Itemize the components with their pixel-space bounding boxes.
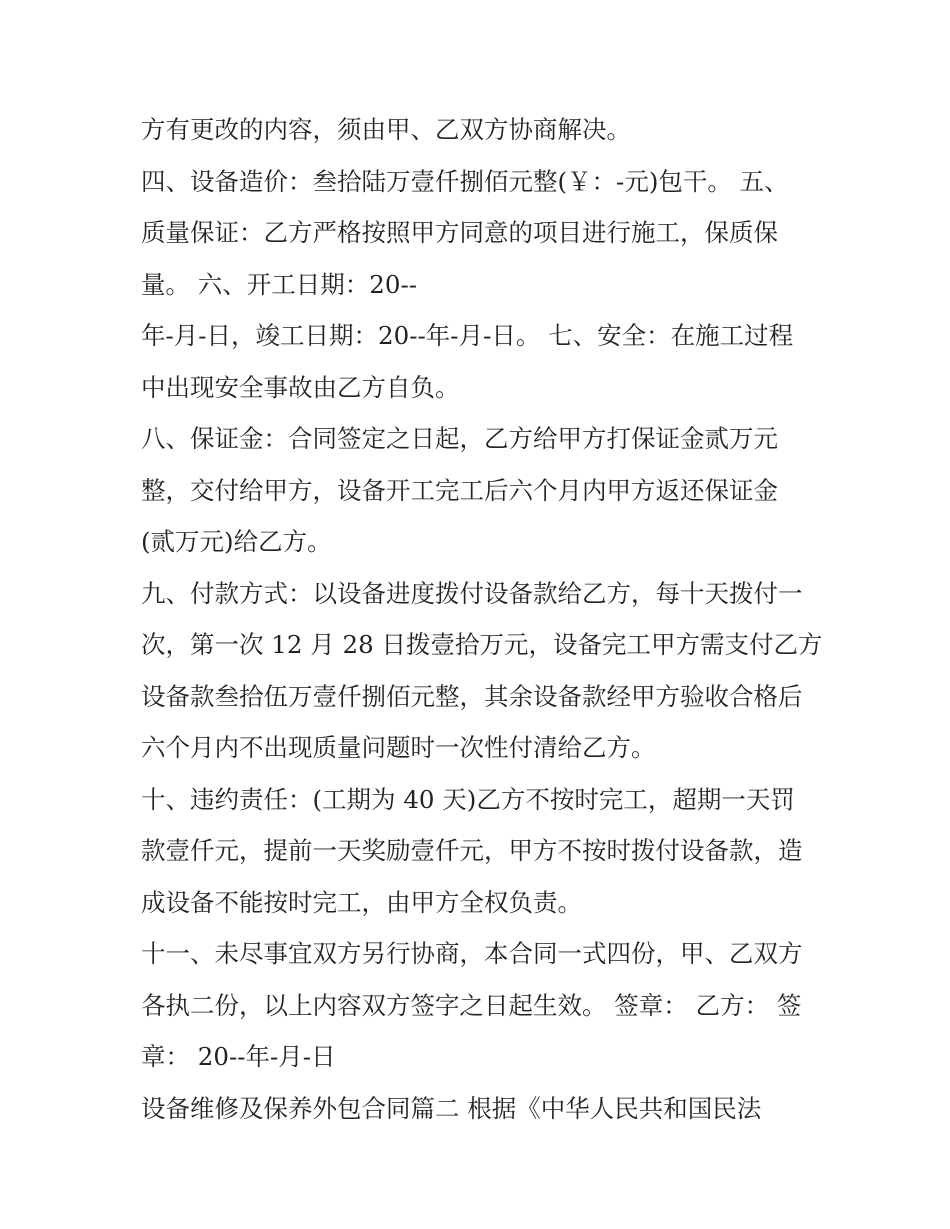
text-line: 八、保证金：合同签定之日起，乙方给甲方打保证金贰万元 [141, 424, 778, 453]
text-line: 六个月内不出现质量问题时一次性付清给乙方。 [141, 733, 656, 762]
text-line: 设备维修及保养外包合同篇二 根据《中华人民共和国民法 [141, 1093, 762, 1123]
text-line: 各执二份，以上内容双方签字之日起生效。 签章： 乙方： 签 [141, 990, 802, 1020]
text-line: 成设备不能按时完工，由甲方全权负责。 [141, 887, 582, 917]
text-line: 九、付款方式：以设备进度拨付设备款给乙方，每十天拨付一 [141, 578, 803, 608]
text-line: 方有更改的内容，须由甲、乙双方协商解决。 [141, 115, 631, 144]
text-line: 四、设备造价：叁拾陆万壹仟捌佰元整(￥：-元)包干。 五、 [141, 166, 789, 196]
text-line: 质量保证：乙方严格按照甲方同意的项目进行施工，保质保 [141, 218, 778, 247]
text-line: 款壹仟元，提前一天奖励壹仟元，甲方不按时拨付设备款，造 [141, 836, 803, 865]
text-line: 十、违约责任：(工期为 40 天)乙方不按时完工，超期一天罚 [141, 784, 795, 814]
text-line: 中出现安全事故由乙方自负。 [141, 372, 460, 402]
text-line: (贰万元)给乙方。 [141, 527, 332, 556]
text-line: 章： 20--年-月-日 [141, 1042, 336, 1071]
text-line: 设备款叁拾伍万壹仟捌佰元整，其余设备款经甲方验收合格后 [141, 681, 803, 711]
contract-body-text [141, 104, 831, 1134]
text-line: 十一、未尽事宜双方另行协商，本合同一式四份，甲、乙双方 [141, 939, 803, 968]
text-line: 次，第一次 12 月 28 日拨壹拾万元，设备完工甲方需支付乙方 [141, 630, 823, 659]
text-line: 量。 六、开工日期：20-- [141, 269, 418, 299]
text-line: 年-月-日，竣工日期：20--年-月-日。 七、安全：在施工过程 [141, 321, 794, 350]
text-line: 整，交付给甲方，设备开工完工后六个月内甲方返还保证金 [141, 475, 778, 505]
